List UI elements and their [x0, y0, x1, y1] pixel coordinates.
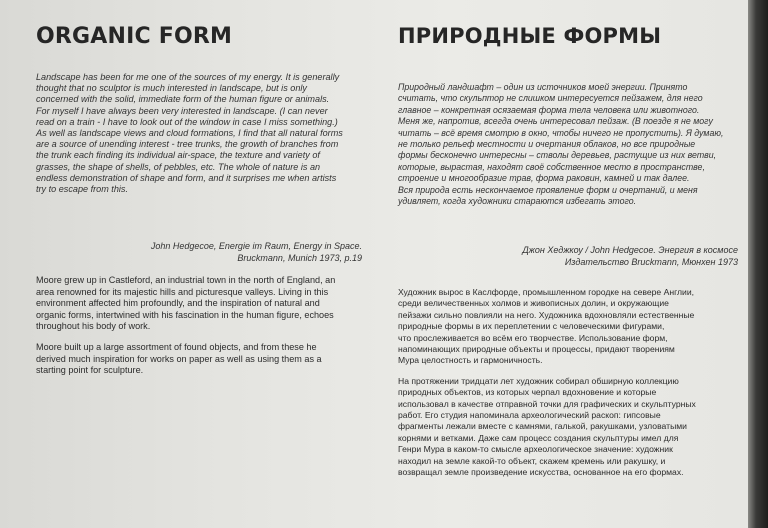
quote-english: Landscape has been for me one of the sources of my energy. It is generally thought that no sculptor is much interested in landscape, but is only concerned with the solid, immediate form of the human figure or animals. For myself I have always been very interested in landscape. (I can never read on a train - I have to look out of the window in case I miss something.) As well as landscape views and cloud formations, I find that all natural forms are a source of unending interest - tree trunks, the growth of branches from the trunk each finding its individual air-space, the texture and variety of grasses, the shape of shells, of pebbles, etc. The whole of nature is an endless demonstration of shape and form, and it surprises me when artists try to escape from this.	[36, 72, 343, 195]
paragraph-russian-2: На протяжении тридцати лет художник собирал обширную коллекцию природных объектов, из которых черпал вдохновение и которые использовал в качестве отправной точки для графических и скульптурных работ. Его студия напоминала археологический раскоп: гипсовые фрагменты лежали вместе с камнями, галькой, ракушками, узловатыми корнями и ветками. Даже сам процесс создания скульптуры имел для Генри Мура в каком-то смысле археологическое значение: художник находил на земле какой-то объект, скажем кремень или ракушку, и возвращал земле произведение искусства, основанное на его формах.	[398, 375, 696, 478]
body-text-russian	[398, 287, 742, 488]
wall-edge-shadow	[748, 0, 768, 528]
paragraph-english-1: Moore grew up in Castleford, an industrial town in the north of England, an area renowned for its majestic hills and picturesque valleys. Living in this environment affected him profoundly, and the inspiration of natural and organic forms, intertwined with his fascination in the human figure, echoes throughout his body of work.	[36, 275, 336, 332]
paragraph-english-2: Moore built up a large assortment of found objects, and from these he derived much inspiration for works on paper as well as using them as a starting point for sculpture.	[36, 341, 322, 376]
title-english: ORGANIC FORM	[36, 24, 233, 49]
body-text-english	[36, 275, 368, 386]
citation-english: John Hedgecoe, Energie im Raum, Energy in Space. Bruckmann, Munich 1973, p.19	[150, 241, 362, 263]
title-russian: ПРИРОДНЫЕ ФОРМЫ	[398, 24, 662, 48]
citation-russian: Джон Хеджкоу / John Hedgecoe. Энергия в космосе Издательство Bruckmann, Мюнхен 1973	[522, 245, 738, 267]
paragraph-russian-1: Художник вырос в Каслфорде, промышленном городке на севере Англии, среди величественных холмов и живописных долин, и окружающие пейзажи сильно повлияли на него. Художника вдохновляли естественные природные формы в их переплетении с человеческими фигурами, что прослеживается во всём его творчестве. Использование форм, напоминающих природные объекты и процессы, придают творениям Мура целостность и гармоничность.	[398, 287, 695, 366]
quote-russian: Природный ландшафт – один из источников моей энергии. Принято считать, что скульптор не слишком интересуется пейзажем, для него главное – конкретная осязаемая форма тела человека или животного. Меня же, напротив, всегда очень интересовал пейзаж. (В поезде я не могу читать – всё время смотрю в окно, чтобы ничего не пропустить). Я думаю, не только рельеф местности и очертания облаков, но все природные формы бесконечно интересны – стволы деревьев, растущие из них ветви, которые, вырастая, находят своё собственное место в пространстве, строение и многообразие трав, форма раковин, камней и так далее. Вся природа есть нескончаемое проявление форм и очертаний, и меня удивляет, когда художники стараются избегать этого.	[398, 82, 724, 207]
